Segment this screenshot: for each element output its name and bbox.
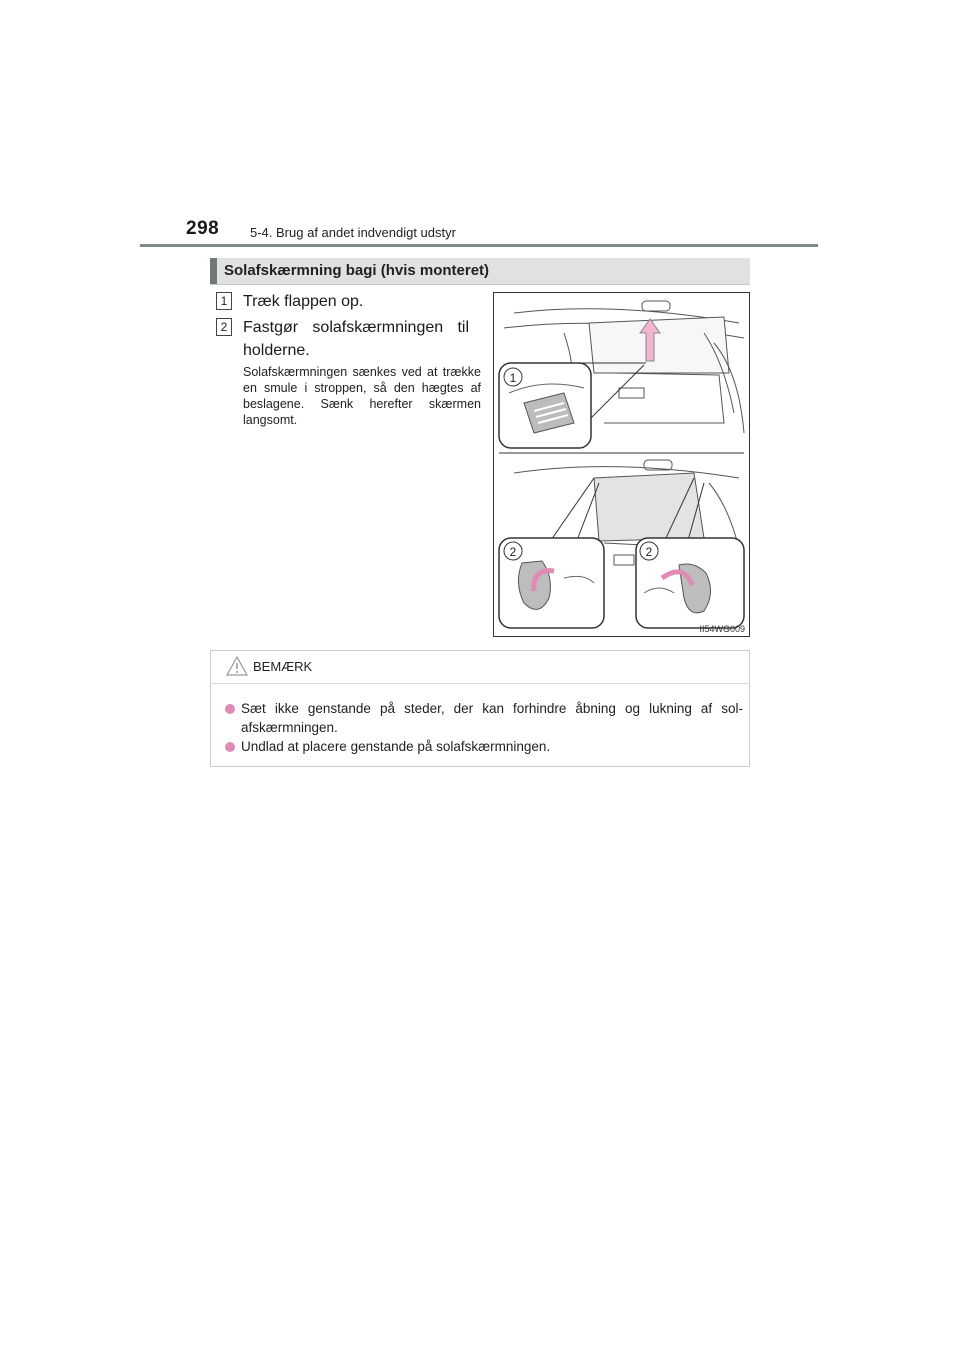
callout-2a: 2 [509, 545, 517, 559]
section-header [210, 258, 750, 285]
step-2 [216, 316, 469, 359]
bullet-dot-icon [225, 742, 235, 752]
bullet-dot-icon [225, 704, 235, 714]
illustration-drawing [494, 293, 749, 636]
notice-header [211, 651, 749, 684]
step-note: Solafskærmningen sænkes ved at trække en smule i stroppen, så den hægtes af beslagene. Sænk herefter skærmen langsomt. [243, 365, 481, 427]
callout-1: 1 [509, 371, 517, 385]
sunshade-illustration [493, 292, 750, 637]
page-number: 298 [186, 218, 220, 239]
section-breadcrumb: 5-4. Brug af andet indvendigt udstyr [250, 225, 456, 240]
notice-box [210, 650, 750, 767]
header-divider [140, 244, 818, 247]
notice-title: BEMÆRK [253, 659, 313, 674]
step-text-1: Træk flappen op. [243, 293, 364, 310]
notice-bullet-text-2: Undlad at placere genstande på solafskærmningen. [241, 739, 551, 754]
step-number-1: 1 [216, 292, 232, 310]
figure-code: II54WG009 [699, 624, 745, 634]
section-title: Solafskærmning bagi (hvis monteret) [224, 262, 490, 279]
step-number-2: 2 [216, 318, 232, 336]
section-header-accent [210, 258, 217, 284]
step-1 [216, 290, 364, 313]
step-text-2-line1: Fastgør solafskærmningen til [243, 319, 469, 336]
step-text-2 [243, 316, 469, 362]
step-text-2-line2: holderne. [243, 342, 310, 359]
callout-2b: 2 [645, 545, 653, 559]
notice-bullet-text-1: Sæt ikke genstande på steder, der kan forhindre åbning og lukning af sol-afskærmningen. [241, 701, 743, 735]
warning-icon [225, 655, 249, 677]
